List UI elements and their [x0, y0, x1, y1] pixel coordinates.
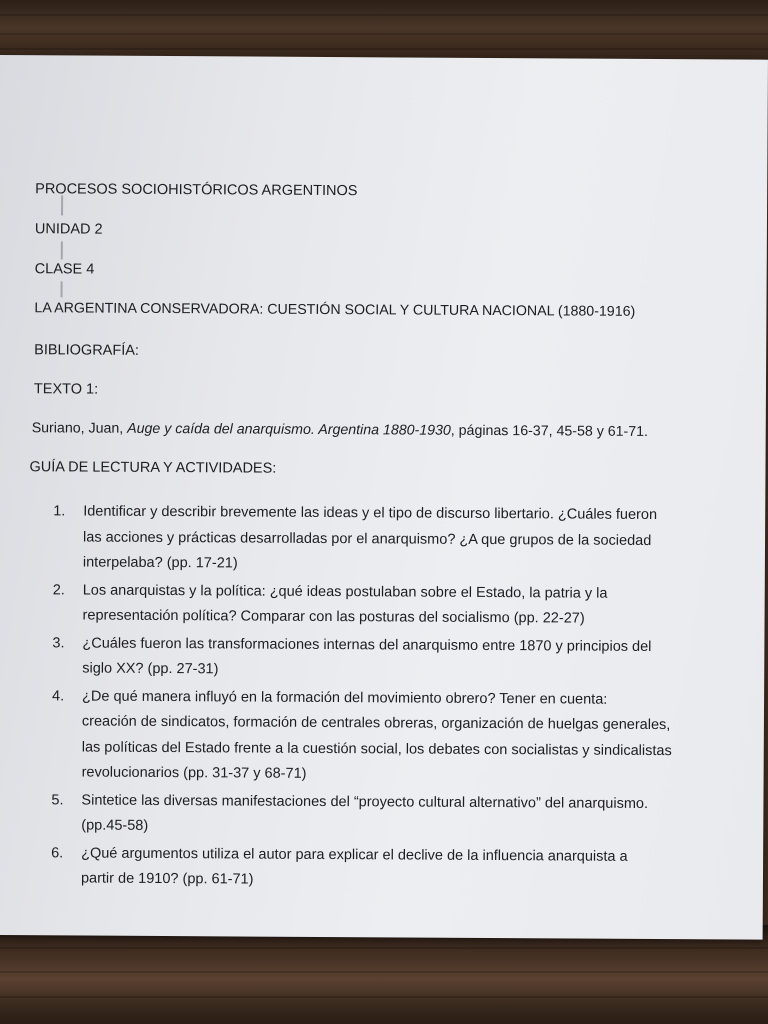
wood-grain	[0, 48, 768, 50]
bibliography-heading: BIBLIOGRAFÍA:	[34, 342, 139, 359]
list-item	[49, 499, 754, 580]
ink-smudge	[61, 241, 63, 259]
course-title: PROCESOS SOCIOHISTÓRICOS ARGENTINOS	[35, 181, 358, 200]
item-text: ¿Qué argumentos utiliza el autor para explicar el declive de la influencia anarquista a partir de 1910? (pp. 61-71)	[80, 845, 628, 888]
item-text: ¿De qué manera influyó en la formación del movimiento obrero? Tener en cuenta: creación de sindicatos, formación de centrales obreras, organización de huelgas generales, las políticas del Estado frente a la cuestión social, los debates con socialistas y sindicalistas revolucionarios (pp. 31-37 y 68-71)	[81, 688, 672, 782]
item-number: 4.	[52, 687, 65, 704]
citation-author: Suriano, Juan,	[31, 420, 128, 437]
item-number: 5.	[51, 791, 64, 808]
wood-grain	[0, 971, 768, 973]
text-1-heading: TEXTO 1:	[33, 381, 99, 398]
ink-smudge	[61, 195, 63, 215]
list-item	[48, 578, 753, 633]
printed-page	[0, 55, 768, 940]
wood-grain	[0, 996, 768, 998]
list-item	[47, 788, 752, 843]
wood-grain	[0, 33, 768, 35]
unit-label: UNIDAD 2	[34, 221, 103, 238]
item-number: 1.	[53, 503, 66, 520]
ink-smudge	[61, 281, 63, 297]
lesson-title: LA ARGENTINA CONSERVADORA: CUESTIÓN SOCIAL Y CULTURA NACIONAL (1880-1916)	[34, 300, 636, 320]
item-text: ¿Cuáles fueron las transformaciones internas del anarquismo entre 1870 y principios del siglo XX? (pp. 27-31)	[82, 635, 652, 678]
item-text: Los anarquistas y la política: ¿qué ideas postulaban sobre el Estado, la patria y la representación política? Comparar con las posturas del socialismo (pp. 22-27)	[82, 582, 608, 627]
item-number: 2.	[52, 581, 65, 598]
reading-guide-heading: GUÍA DE LECTURA Y ACTIVIDADES:	[29, 459, 277, 477]
activities-list	[47, 499, 754, 898]
list-item	[48, 684, 754, 790]
class-label: CLASE 4	[34, 261, 95, 278]
item-text: Identificar y describir brevemente las ideas y el tipo de discurso libertario. ¿Cuáles fueron las acciones y prácticas desarrolladas por el anarquismo? ¿A que grupos de la sociedad interpelaba? (pp. 17-21)	[82, 503, 658, 572]
citation-pages: , páginas 16-37, 45-58 y 61-71.	[450, 422, 649, 440]
wood-grain	[0, 947, 768, 949]
item-number: 6.	[51, 844, 64, 861]
citation-book-title: Auge y caída del anarquismo. Argentina 1880-1930	[127, 420, 451, 439]
wooden-table-bottom	[0, 925, 768, 1024]
wood-grain	[0, 14, 768, 16]
item-number: 3.	[52, 634, 65, 651]
bibliographic-citation	[32, 420, 648, 440]
list-item	[48, 631, 753, 686]
item-text: Sintetice las diversas manifestaciones del “proyecto cultural alternativo” del anarquismo. (pp.45-58)	[81, 792, 649, 834]
list-item	[47, 841, 752, 896]
